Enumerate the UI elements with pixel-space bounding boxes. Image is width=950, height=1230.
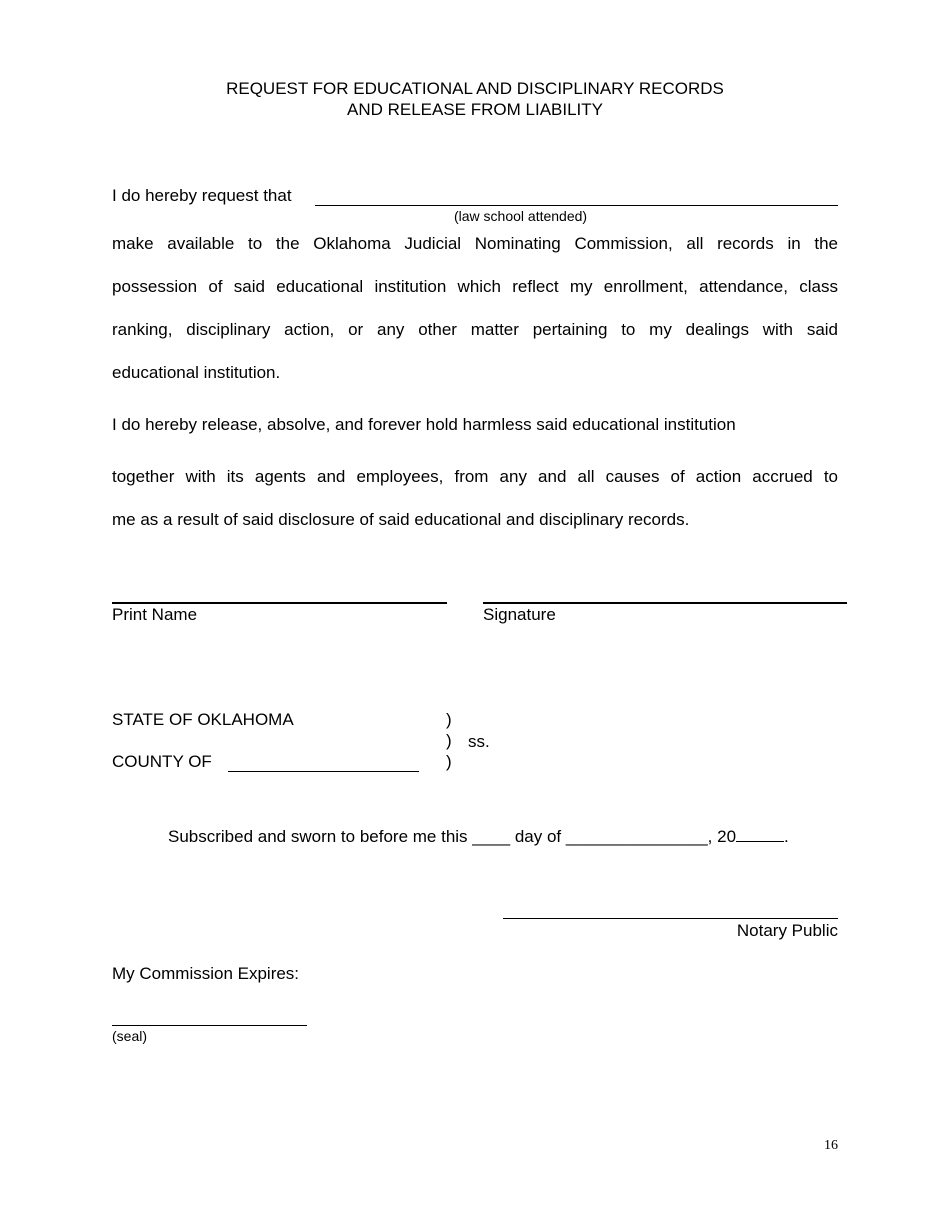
law-school-field-line[interactable] bbox=[315, 205, 838, 206]
print-name-line[interactable] bbox=[112, 602, 447, 604]
seal-label: (seal) bbox=[112, 1028, 148, 1044]
document-title bbox=[0, 78, 950, 120]
para1-line-3: ranking, disciplinary action, or any other matter pertaining to my dealings with said bbox=[112, 320, 838, 339]
title-line-1: REQUEST FOR EDUCATIONAL AND DISCIPLINARY RECORDS bbox=[226, 79, 724, 98]
para1-line-1: make available to the Oklahoma Judicial Nominating Commission, all records in the bbox=[112, 234, 838, 253]
commission-expires-label: My Commission Expires: bbox=[112, 964, 300, 983]
title-line-2: AND RELEASE FROM LIABILITY bbox=[346, 100, 603, 119]
para1-line-4: educational institution. bbox=[112, 363, 281, 382]
para2-line-3: me as a result of said disclosure of said educational and disciplinary records. bbox=[112, 510, 690, 529]
venue-ss: ss. bbox=[468, 732, 490, 751]
jurat-text bbox=[168, 826, 789, 847]
print-name-label: Print Name bbox=[112, 605, 198, 624]
notary-public-label: Notary Public bbox=[736, 921, 838, 940]
jurat-sentence: Subscribed and sworn to before me this ____ day of _______________, 20 bbox=[168, 827, 737, 846]
page-number: 16 bbox=[824, 1138, 838, 1153]
venue-paren-2: ) bbox=[446, 731, 452, 750]
venue-paren-3: ) bbox=[446, 752, 452, 771]
para2-line-2: together with its agents and employees, from any and all causes of action accrued to bbox=[112, 467, 838, 486]
law-school-caption: (law school attended) bbox=[454, 208, 588, 224]
county-field-line[interactable] bbox=[228, 771, 419, 772]
commission-expires-line[interactable] bbox=[112, 1025, 307, 1026]
county-label: COUNTY OF bbox=[112, 752, 212, 771]
para2-line-1: I do hereby release, absolve, and forever hold harmless said educational institution bbox=[112, 415, 736, 434]
venue-paren-1: ) bbox=[446, 710, 452, 729]
jurat-period: . bbox=[784, 827, 789, 846]
para1-line-2: possession of said educational institution which reflect my enrollment, attendance, class bbox=[112, 277, 838, 296]
signature-label: Signature bbox=[483, 605, 556, 624]
request-lead-text: I do hereby request that bbox=[112, 186, 292, 205]
year-field-line[interactable] bbox=[736, 826, 784, 842]
signature-line[interactable] bbox=[483, 602, 847, 604]
notary-signature-line[interactable] bbox=[503, 918, 838, 919]
state-label: STATE OF OKLAHOMA bbox=[112, 710, 294, 729]
